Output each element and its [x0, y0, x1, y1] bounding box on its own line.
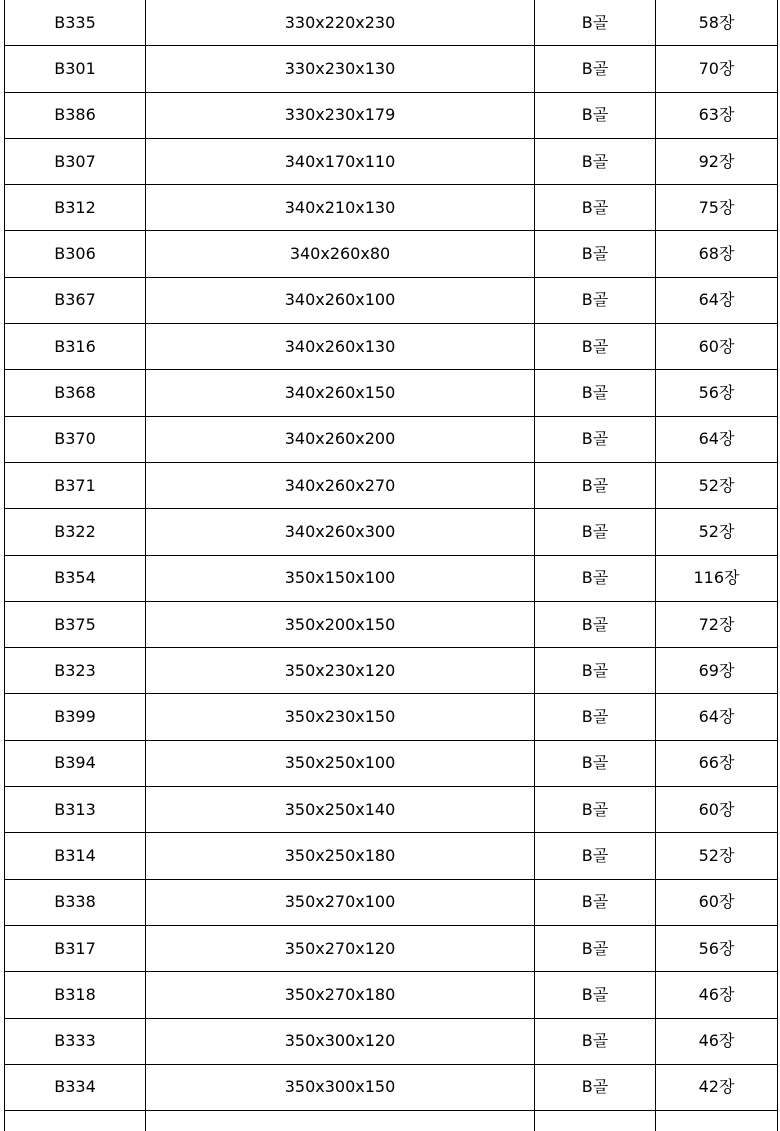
- box-dimensions-cell: 350x250x180: [146, 833, 535, 879]
- table-row: [5, 138, 778, 184]
- quantity-cell: 66장: [656, 740, 778, 786]
- empty-cell: [5, 1111, 146, 1131]
- quantity-cell: 46장: [656, 972, 778, 1018]
- box-dimensions-cell: 350x270x120: [146, 925, 535, 971]
- table-row: [5, 185, 778, 231]
- table-row: [5, 324, 778, 370]
- box-code-cell: B316: [5, 324, 146, 370]
- box-dimensions-cell: 350x250x100: [146, 740, 535, 786]
- table-row: [5, 787, 778, 833]
- box-code-cell: B386: [5, 92, 146, 138]
- flute-type-cell: B골: [535, 462, 656, 508]
- box-dimensions-cell: 350x300x150: [146, 1064, 535, 1110]
- table-row-partial: [5, 1111, 778, 1131]
- flute-type-cell: B골: [535, 46, 656, 92]
- box-dimensions-cell: 330x230x130: [146, 46, 535, 92]
- box-code-cell: B368: [5, 370, 146, 416]
- flute-type-cell: B골: [535, 0, 656, 46]
- table-row: [5, 509, 778, 555]
- table-row: [5, 1018, 778, 1064]
- table-row: [5, 648, 778, 694]
- box-code-cell: B335: [5, 0, 146, 46]
- flute-type-cell: B골: [535, 648, 656, 694]
- quantity-cell: 63장: [656, 92, 778, 138]
- quantity-cell: 69장: [656, 648, 778, 694]
- quantity-cell: 60장: [656, 787, 778, 833]
- table-row: [5, 555, 778, 601]
- quantity-cell: 46장: [656, 1018, 778, 1064]
- box-dimensions-cell: 350x270x180: [146, 972, 535, 1018]
- box-code-cell: B307: [5, 138, 146, 184]
- quantity-cell: 68장: [656, 231, 778, 277]
- box-dimensions-cell: 350x200x150: [146, 601, 535, 647]
- box-code-cell: B371: [5, 462, 146, 508]
- box-code-cell: B370: [5, 416, 146, 462]
- box-code-cell: B313: [5, 787, 146, 833]
- table-row: [5, 462, 778, 508]
- box-dimensions-cell: 340x260x150: [146, 370, 535, 416]
- table-row: [5, 879, 778, 925]
- box-code-cell: B399: [5, 694, 146, 740]
- box-dimensions-cell: 340x260x80: [146, 231, 535, 277]
- table-row: [5, 46, 778, 92]
- box-code-cell: B312: [5, 185, 146, 231]
- box-code-cell: B322: [5, 509, 146, 555]
- table-row: [5, 370, 778, 416]
- quantity-cell: 64장: [656, 416, 778, 462]
- empty-cell: [535, 1111, 656, 1131]
- flute-type-cell: B골: [535, 972, 656, 1018]
- table-body: [5, 0, 778, 1131]
- table-row: [5, 601, 778, 647]
- quantity-cell: 52장: [656, 833, 778, 879]
- table-row: [5, 92, 778, 138]
- quantity-cell: 60장: [656, 324, 778, 370]
- flute-type-cell: B골: [535, 324, 656, 370]
- box-dimensions-cell: 350x270x100: [146, 879, 535, 925]
- flute-type-cell: B골: [535, 92, 656, 138]
- box-size-table: [4, 0, 778, 1131]
- box-dimensions-cell: 340x210x130: [146, 185, 535, 231]
- quantity-cell: 64장: [656, 694, 778, 740]
- quantity-cell: 60장: [656, 879, 778, 925]
- product-table-container: [4, 0, 777, 1131]
- flute-type-cell: B골: [535, 833, 656, 879]
- box-code-cell: B323: [5, 648, 146, 694]
- box-code-cell: B334: [5, 1064, 146, 1110]
- empty-cell: [146, 1111, 535, 1131]
- box-code-cell: B367: [5, 277, 146, 323]
- quantity-cell: 52장: [656, 509, 778, 555]
- box-dimensions-cell: 350x230x150: [146, 694, 535, 740]
- table-row: [5, 833, 778, 879]
- box-code-cell: B354: [5, 555, 146, 601]
- box-dimensions-cell: 340x260x100: [146, 277, 535, 323]
- table-row: [5, 1064, 778, 1110]
- flute-type-cell: B골: [535, 787, 656, 833]
- flute-type-cell: B골: [535, 509, 656, 555]
- box-code-cell: B394: [5, 740, 146, 786]
- box-code-cell: B306: [5, 231, 146, 277]
- flute-type-cell: B골: [535, 555, 656, 601]
- box-dimensions-cell: 340x260x130: [146, 324, 535, 370]
- box-dimensions-cell: 330x230x179: [146, 92, 535, 138]
- table-row: [5, 925, 778, 971]
- flute-type-cell: B골: [535, 138, 656, 184]
- box-code-cell: B333: [5, 1018, 146, 1064]
- table-row: [5, 740, 778, 786]
- quantity-cell: 64장: [656, 277, 778, 323]
- quantity-cell: 92장: [656, 138, 778, 184]
- box-code-cell: B338: [5, 879, 146, 925]
- box-dimensions-cell: 340x260x200: [146, 416, 535, 462]
- box-dimensions-cell: 350x230x120: [146, 648, 535, 694]
- table-row: [5, 416, 778, 462]
- empty-cell: [656, 1111, 778, 1131]
- quantity-cell: 75장: [656, 185, 778, 231]
- box-dimensions-cell: 340x260x300: [146, 509, 535, 555]
- box-code-cell: B314: [5, 833, 146, 879]
- flute-type-cell: B골: [535, 185, 656, 231]
- flute-type-cell: B골: [535, 601, 656, 647]
- quantity-cell: 116장: [656, 555, 778, 601]
- box-dimensions-cell: 350x300x120: [146, 1018, 535, 1064]
- flute-type-cell: B골: [535, 694, 656, 740]
- flute-type-cell: B골: [535, 370, 656, 416]
- table-row: [5, 972, 778, 1018]
- quantity-cell: 58장: [656, 0, 778, 46]
- flute-type-cell: B골: [535, 277, 656, 323]
- quantity-cell: 70장: [656, 46, 778, 92]
- quantity-cell: 72장: [656, 601, 778, 647]
- flute-type-cell: B골: [535, 231, 656, 277]
- flute-type-cell: B골: [535, 925, 656, 971]
- box-dimensions-cell: 350x150x100: [146, 555, 535, 601]
- box-code-cell: B318: [5, 972, 146, 1018]
- box-code-cell: B317: [5, 925, 146, 971]
- box-dimensions-cell: 350x250x140: [146, 787, 535, 833]
- table-row: [5, 231, 778, 277]
- table-row: [5, 694, 778, 740]
- flute-type-cell: B골: [535, 1064, 656, 1110]
- flute-type-cell: B골: [535, 740, 656, 786]
- quantity-cell: 56장: [656, 370, 778, 416]
- box-dimensions-cell: 330x220x230: [146, 0, 535, 46]
- quantity-cell: 52장: [656, 462, 778, 508]
- flute-type-cell: B골: [535, 416, 656, 462]
- table-row: [5, 0, 778, 46]
- box-dimensions-cell: 340x260x270: [146, 462, 535, 508]
- flute-type-cell: B골: [535, 1018, 656, 1064]
- box-code-cell: B375: [5, 601, 146, 647]
- quantity-cell: 42장: [656, 1064, 778, 1110]
- table-row: [5, 277, 778, 323]
- box-dimensions-cell: 340x170x110: [146, 138, 535, 184]
- box-code-cell: B301: [5, 46, 146, 92]
- quantity-cell: 56장: [656, 925, 778, 971]
- flute-type-cell: B골: [535, 879, 656, 925]
